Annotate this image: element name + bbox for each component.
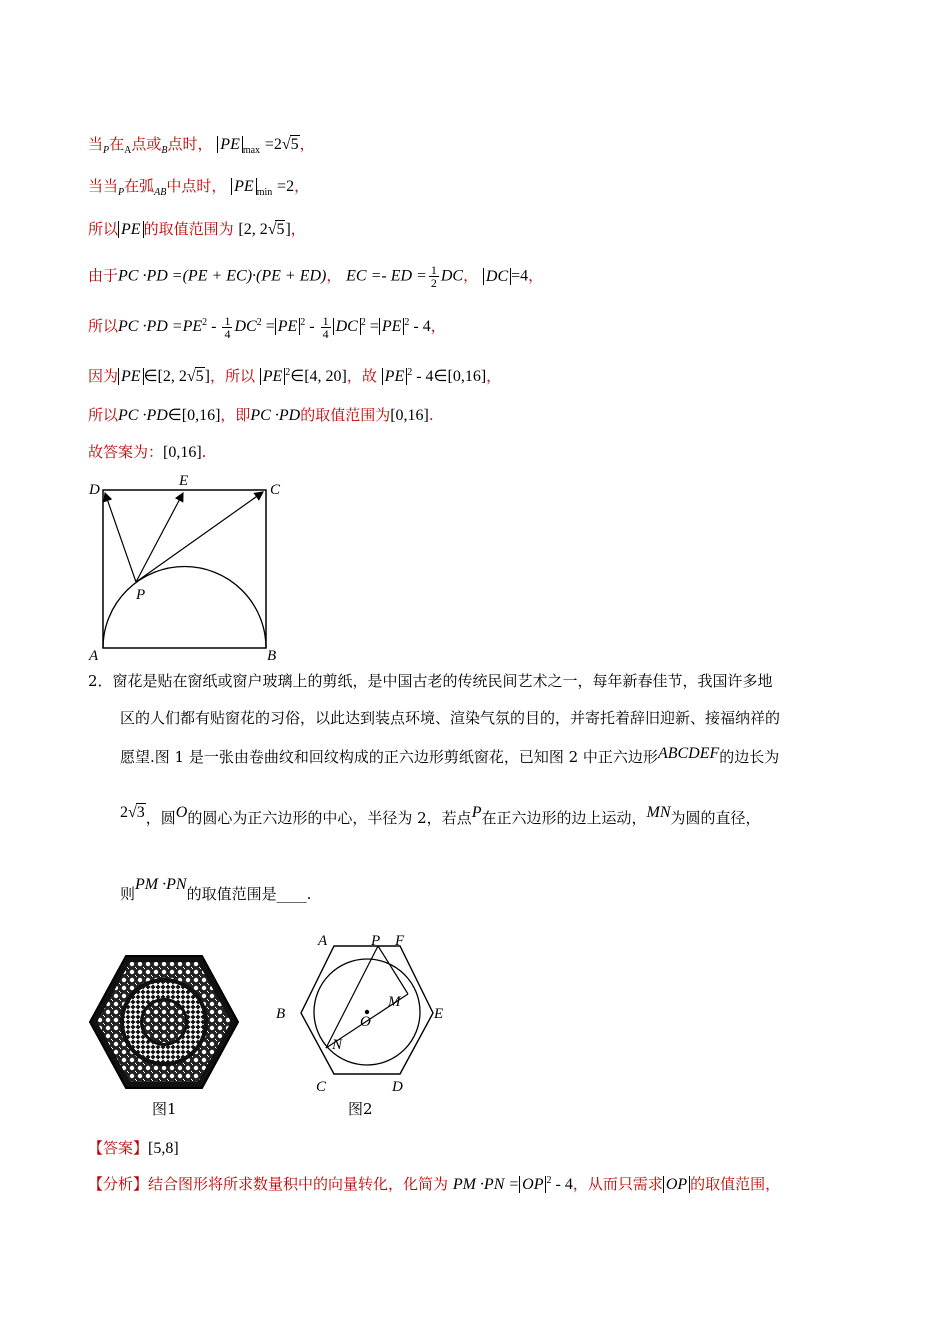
solution-line-4: 由于PC ·PD =(PE + EC)·(PE + ED)， EC =- ED = $\frac{1}{2}$ DC， DC =4， <box>88 263 544 290</box>
label-C: C <box>316 1079 327 1095</box>
solution-line-6: 因为 PE ∈[2, 2√5]，所以 PE $^2$∈[4, 20]，故 PE $^2$ - 4∈[0,16]， <box>88 367 502 385</box>
label-O: O <box>360 1014 371 1030</box>
solution-line-7: 所以PC ·PD∈[0,16]，即PC ·PD的取值范围为[0,16]. <box>88 406 434 424</box>
problem-line-2: 区的人们都有贴窗花的习俗，以此达到装点环境、渲染气氛的目的，并寄托着辞旧迎新、接福纳祥的 <box>120 709 781 727</box>
label-E: E <box>434 1006 444 1022</box>
label-F: F <box>395 933 405 949</box>
fig1-caption: 图1 <box>152 1100 177 1118</box>
label-M: M <box>388 994 401 1010</box>
problem-line-1: 2．窗花是贴在窗纸或窗户玻璃上的剪纸，是中国古老的传统民间艺术之一，每年新春佳节，我国许多地 <box>88 672 773 690</box>
label-N: N <box>332 1037 343 1053</box>
answer-tag: 【答案】 <box>88 1139 149 1157</box>
problem-line-4: 2√3，圆O的圆心为正六边形的中心，半径为 2，若点P在正六边形的边上运动，MN为圆的直径， <box>120 804 761 827</box>
label-P: P <box>136 587 146 603</box>
label-B: B <box>276 1006 286 1022</box>
label-D: D <box>89 482 100 498</box>
fig2-caption: 图2 <box>348 1100 373 1118</box>
label-B: B <box>267 648 277 664</box>
solution-line-3: 所以 PE 的取值范围为 [2, 2√5]， <box>88 220 306 238</box>
problem-line-5: 则PM ·PN的取值范围是____. <box>120 876 312 903</box>
analysis-line: 【分析】结合图形将所求数量积中的向量转化，化简为 PM ·PN = OP $^2$ - 4，从而只需求 OP 的取值范围， <box>88 1175 781 1193</box>
solution-line-8: 故答案为：[0,16]. <box>88 443 207 461</box>
label-P: P <box>371 933 381 949</box>
label-C: C <box>270 482 281 498</box>
label-E: E <box>179 473 189 489</box>
square-semicircle-figure <box>84 472 294 664</box>
solution-line-1: 当$_P$在$_A$点或$_B$点时， PE $_{max}$ =2√5， <box>88 135 315 156</box>
answer-value: [5,8] <box>148 1140 179 1157</box>
label-A: A <box>89 648 99 664</box>
solution-line-5: 所以PC $\cdot PD =PE^2$ - $\frac{1}{4}$ $DC^2$ = PE $^2$ - $\frac{1}{4}$ DC $^2$ = PE $^2$ - 4， <box>88 313 446 341</box>
square-outline <box>103 490 266 648</box>
solution-line-2: 当当$_P$在弧$_{AB}$中点时， PE $_{min}$ =2， <box>88 177 310 198</box>
label-D: D <box>392 1079 403 1095</box>
problem-line-3: 愿望.图 1 是一张由卷曲纹和回纹构成的正六边形剪纸窗花，已知图 2 中正六边形ABCDEF的边长为 <box>120 745 780 766</box>
semicircle-arc <box>103 567 266 649</box>
answer-line <box>88 1137 179 1160</box>
vector-PD <box>105 493 136 582</box>
window-flower-figure <box>88 952 240 1092</box>
vector-PE <box>136 493 183 582</box>
label-A: A <box>318 933 328 949</box>
hexagon-circle-figure <box>270 928 450 1098</box>
